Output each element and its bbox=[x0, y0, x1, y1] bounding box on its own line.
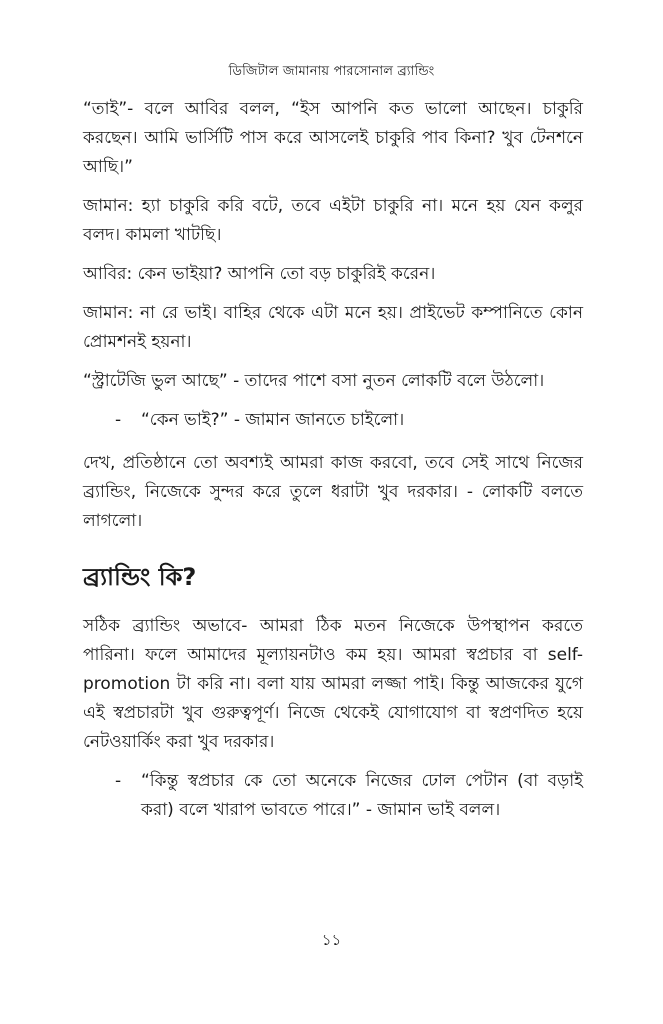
section-heading: ব্র্যান্ডিং কি? bbox=[83, 563, 197, 591]
paragraph-5: “স্ট্রাটেজি ভুল আছে” - তাদের পাশে বসা নুতন লোকটি বলে উঠলো। bbox=[83, 371, 545, 391]
page-number: ১১ bbox=[321, 931, 342, 949]
bullet-item-1 bbox=[83, 406, 583, 435]
paragraph-6: দেখ, প্রতিষ্ঠানে তো অবশ্যই আমরা কাজ করবো, তবে সেই সাথে নিজের ব্র্যান্ডিং, নিজেকে সুন্দর করে তুলে ধরাটা খুব দরকার। - লোকটি বলতে লাগলো। bbox=[83, 453, 583, 531]
paragraph-3: আবির: কেন ভাইয়া? আপনি তো বড় চাকুরিই করেন। bbox=[83, 264, 436, 284]
bullet-item-2 bbox=[83, 767, 583, 825]
bullet-text: “কিন্তু স্বপ্রচার কে তো অনেকে নিজের ঢোল পেটান (বা বড়াই করা) বলে খারাপ ভাবতে পারে।” - জামান ভাই বলল। bbox=[141, 771, 583, 820]
paragraph-1: “তাই”- বলে আবির বলল, “ইস আপনি কত ভালো আছেন। চাকুরি করছেন। আমি ভার্সিটি পাস করে আসলেই চাকুরি পাব কিনা? খুব টেনশনে আছি।” bbox=[83, 99, 583, 177]
paragraph-2: জামান: হ্যা চাকুরি করি বটে, তবে এইটা চাকুরি না। মনে হয় যেন কলুর বলদ। কামলা খাটছি। bbox=[83, 196, 583, 245]
body-text bbox=[83, 95, 583, 839]
running-header: ডিজিটাল জামানায় পারসোনাল ব্র্যান্ডিং bbox=[228, 64, 435, 79]
bullet-text: “কেন ভাই?” - জামান জানতে চাইলো। bbox=[141, 410, 405, 430]
bullet-dash: - bbox=[115, 410, 122, 430]
bullet-dash: - bbox=[115, 771, 122, 791]
paragraph-4: জামান: না রে ভাই। বাহির থেকে এটা মনে হয়। প্রাইভেট কম্পানিতে কোন প্রোমশনই হয়না। bbox=[83, 303, 583, 352]
paragraph-7: সঠিক ব্র্যান্ডিং অভাবে- আমরা ঠিক মতন নিজেকে উপস্থাপন করতে পারিনা। ফলে আমাদের মূল্যায়নটাও কম হয়। আমরা স্বপ্রচার বা self-promotion টা করি না। বলা যায় আমরা লজ্জা পাই। কিন্তু আজকের যুগে এই স্বপ্রচারটা খুব গুরুত্বপূর্ণ। নিজে থেকেই যোগাযোগ বা স্বপ্রণদিত হয়ে নেটওয়ার্কিং করা খুব দরকার। bbox=[83, 616, 583, 752]
